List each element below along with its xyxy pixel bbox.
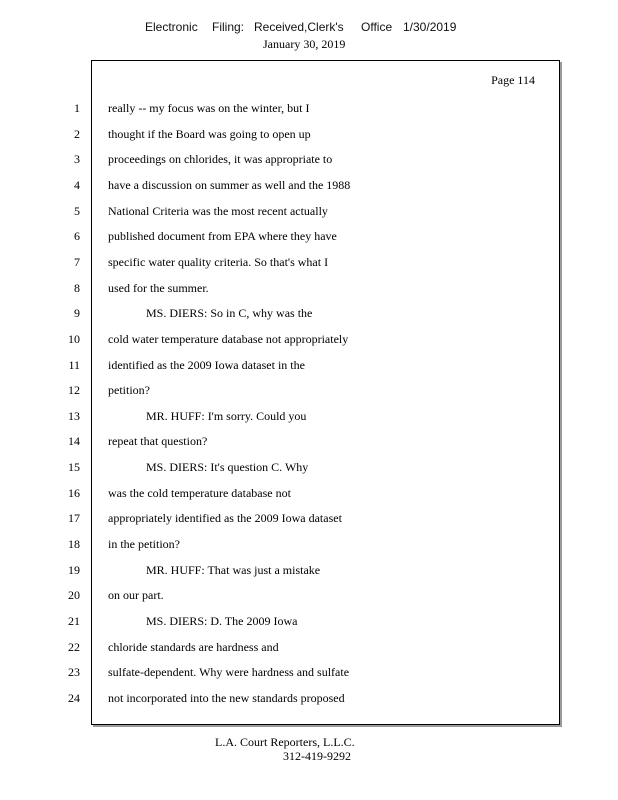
line-number: 2 bbox=[74, 126, 80, 141]
transcript-line: not incorporated into the new standards proposed bbox=[108, 690, 345, 705]
line-number: 9 bbox=[74, 306, 80, 321]
line-number: 10 bbox=[68, 331, 80, 346]
transcript-line: chloride standards are hardness and bbox=[108, 639, 279, 654]
line-number: 15 bbox=[68, 460, 80, 475]
line-number: 20 bbox=[68, 588, 80, 603]
transcript-line: in the petition? bbox=[108, 537, 180, 552]
line-number: 23 bbox=[68, 665, 80, 680]
transcript-page bbox=[91, 60, 560, 725]
transcript-line: MR. HUFF: That was just a mistake bbox=[146, 562, 321, 577]
line-number: 4 bbox=[74, 177, 80, 192]
line-number: 14 bbox=[68, 434, 80, 449]
transcript-line: National Criteria was the most recent actually bbox=[108, 203, 328, 218]
line-number: 6 bbox=[74, 229, 80, 244]
line-number: 8 bbox=[74, 280, 80, 295]
transcript-line: MR. HUFF: I'm sorry. Could you bbox=[146, 408, 307, 423]
transcript-line: appropriately identified as the 2009 Iowa dataset bbox=[108, 511, 342, 526]
line-number: 13 bbox=[68, 408, 80, 423]
line-number: 16 bbox=[68, 485, 80, 500]
line-number: 24 bbox=[68, 690, 80, 705]
transcript-line: petition? bbox=[108, 383, 150, 398]
line-number: 22 bbox=[68, 639, 80, 654]
transcript-line: have a discussion on summer as well and the 1988 bbox=[108, 177, 351, 192]
filing-office: Office bbox=[361, 20, 393, 34]
filing-full-date: January 30, 2019 bbox=[263, 37, 346, 51]
reporter-phone: 312-419-9292 bbox=[283, 749, 351, 763]
transcript-line: sulfate-dependent. Why were hardness and sulfate bbox=[108, 665, 350, 680]
transcript-line: MS. DIERS: D. The 2009 Iowa bbox=[146, 614, 298, 628]
line-number: 5 bbox=[74, 203, 80, 218]
transcript-line: on our part. bbox=[108, 588, 164, 603]
transcript-line: MS. DIERS: So in C, why was the bbox=[146, 306, 313, 321]
line-number: 1 bbox=[74, 101, 80, 115]
line-number: 19 bbox=[68, 562, 80, 577]
filing-label: Filing: bbox=[212, 20, 245, 34]
line-number: 12 bbox=[68, 383, 80, 398]
page-number: Page 114 bbox=[491, 73, 535, 87]
transcript-line: cold water temperature database not appropriately bbox=[108, 331, 349, 346]
reporter-company: L.A. Court Reporters, L.L.C. bbox=[215, 735, 355, 749]
line-number: 3 bbox=[74, 152, 80, 167]
transcript-line: thought if the Board was going to open up bbox=[108, 126, 311, 141]
filing-electronic: Electronic bbox=[145, 20, 198, 34]
line-number: 11 bbox=[68, 357, 80, 372]
filing-received: Received,Clerk's bbox=[254, 20, 344, 34]
transcript-line: repeat that question? bbox=[108, 434, 208, 449]
filing-date: 1/30/2019 bbox=[403, 20, 457, 34]
line-number: 21 bbox=[68, 614, 80, 628]
transcript-line: really -- my focus was on the winter, but I bbox=[108, 101, 310, 115]
transcript-line: published document from EPA where they have bbox=[108, 229, 337, 244]
transcript-line: proceedings on chlorides, it was appropriate to bbox=[108, 152, 333, 167]
transcript-line: specific water quality criteria. So that's what I bbox=[108, 254, 329, 269]
line-number: 17 bbox=[68, 511, 80, 526]
line-number: 18 bbox=[68, 537, 80, 552]
transcript-line: MS. DIERS: It's question C. Why bbox=[146, 460, 309, 475]
transcript-line: identified as the 2009 Iowa dataset in the bbox=[108, 357, 305, 372]
line-number: 7 bbox=[74, 254, 80, 269]
transcript-line: used for the summer. bbox=[108, 280, 209, 295]
transcript-line: was the cold temperature database not bbox=[108, 485, 291, 500]
